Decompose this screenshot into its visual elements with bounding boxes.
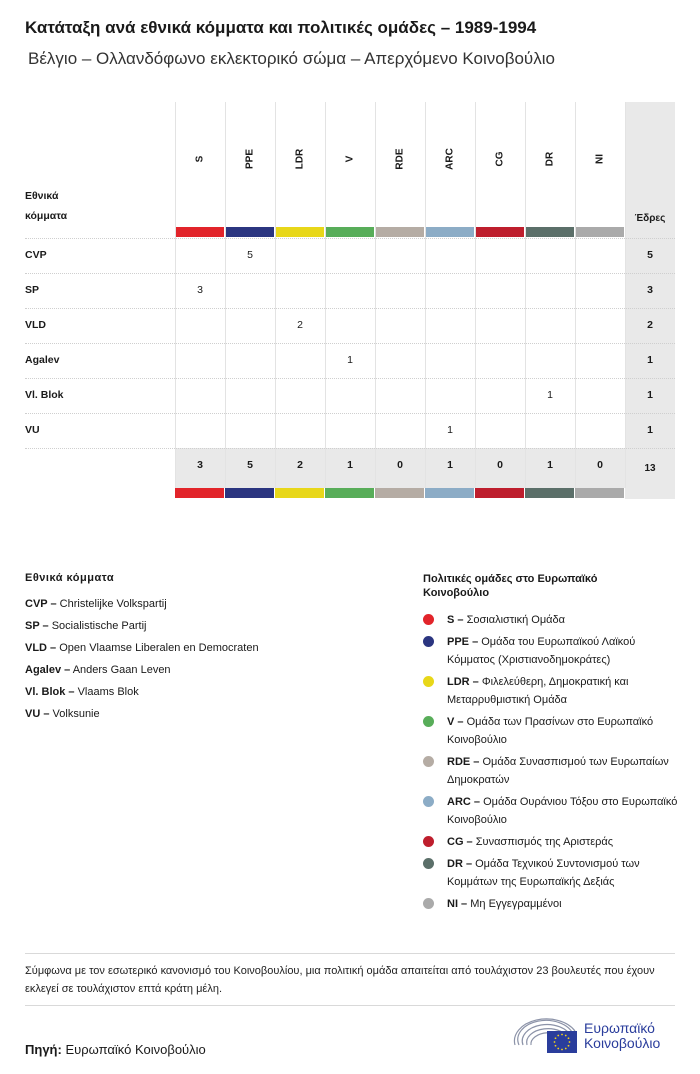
column-header-arc: ARC — [444, 148, 456, 170]
column-header-ldr: LDR — [294, 148, 306, 170]
total-seats-cell: 13 — [644, 463, 656, 474]
column-divider — [375, 102, 376, 488]
footnote: Σύμφωνα με τον εσωτερικό κανονισμό του Κοινοβουλίου, μια πολιτική ομάδα απαιτείται από τουλάχιστον 23 βουλευτές που έχουν εκλεγεί σε τουλάχιστον επτά κράτη μέλη. — [25, 965, 655, 995]
column-header-cg: CG — [494, 151, 506, 167]
color-bar-bottom-cg — [475, 488, 524, 498]
color-bar-top-rde — [375, 227, 424, 237]
table-cell: 5 — [247, 249, 253, 261]
table-cell: 1 — [547, 389, 553, 401]
row-label: Vl. Blok — [25, 389, 64, 401]
legend-dot-icon — [423, 676, 434, 687]
row-divider — [25, 273, 675, 274]
color-bar-bottom-ni — [575, 488, 624, 498]
color-bar-bottom-arc — [425, 488, 474, 498]
color-bar-top-s — [175, 227, 224, 237]
total-cell: 5 — [247, 459, 253, 471]
total-cell: 1 — [347, 459, 353, 471]
color-bar-bottom-ppe — [225, 488, 274, 498]
color-bar-top-ni — [575, 227, 624, 237]
row-label: VU — [25, 424, 40, 436]
legend-dot-icon — [423, 636, 434, 647]
row-divider — [25, 413, 675, 414]
seats-column-header: Έδρες — [634, 213, 666, 224]
legend-dot-icon — [423, 716, 434, 727]
column-divider — [575, 102, 576, 488]
party-column-header: Εθνικά κόμματα — [25, 190, 68, 222]
party-legend-item: Agalev – Anders Gaan Leven — [25, 664, 171, 676]
legend-dot-icon — [423, 614, 434, 625]
note-top-divider — [25, 953, 675, 954]
color-bar-top-ppe — [225, 227, 274, 237]
party-legend-item: VLD – Open Vlaamse Liberalen en Democraten — [25, 642, 259, 654]
color-bar-top-cg — [475, 227, 524, 237]
page-title: Κατάταξη ανά εθνικά κόμματα και πολιτικές ομάδες – 1989-1994 — [25, 18, 537, 37]
seats-column-background — [625, 102, 675, 499]
column-header-ppe: PPE — [244, 148, 256, 170]
row-divider — [25, 448, 675, 449]
legend-dot-icon — [423, 836, 434, 847]
party-legend-item: Vl. Blok – Vlaams Blok — [25, 686, 139, 698]
total-cell: 1 — [547, 459, 553, 471]
color-bar-bottom-s — [175, 488, 224, 498]
column-divider — [525, 102, 526, 488]
row-label: SP — [25, 284, 40, 296]
color-bar-top-arc — [425, 227, 474, 237]
row-divider — [25, 238, 675, 239]
party-legend-item: VU – Volksunie — [25, 708, 100, 720]
legend-dot-icon — [423, 858, 434, 869]
total-cell: 1 — [447, 459, 453, 471]
row-divider — [25, 308, 675, 309]
column-divider — [275, 102, 276, 488]
column-divider — [475, 102, 476, 488]
table-cell: 3 — [197, 284, 203, 296]
color-bar-top-v — [325, 227, 374, 237]
seats-cell: 3 — [647, 284, 653, 296]
color-bar-top-ldr — [275, 227, 324, 237]
column-divider — [325, 102, 326, 488]
column-divider — [225, 102, 226, 488]
row-label: Agalev — [25, 354, 60, 366]
column-header-dr: DR — [544, 151, 556, 167]
color-bar-bottom-ldr — [275, 488, 324, 498]
row-label: VLD — [25, 319, 46, 331]
color-bar-bottom-rde — [375, 488, 424, 498]
source-value: Ευρωπαϊκό Κοινοβούλιο — [65, 1042, 206, 1057]
table-cell: 1 — [347, 354, 353, 366]
source-label: Πηγή: — [25, 1042, 62, 1057]
seats-cell: 1 — [647, 424, 653, 436]
legend-dot-icon — [423, 756, 434, 767]
column-header-v: V — [344, 155, 356, 163]
row-label: CVP — [25, 249, 47, 261]
column-header-ni: NI — [594, 154, 606, 164]
logo-wordmark: Ευρωπαϊκό Κοινοβούλιο — [584, 1020, 661, 1051]
party-legend-item: CVP – Christelijke Volkspartij — [25, 598, 167, 610]
seats-cell: 1 — [647, 354, 653, 366]
seats-table — [25, 102, 675, 499]
seats-cell: 1 — [647, 389, 653, 401]
legend-dot-icon — [423, 898, 434, 909]
table-cell: 1 — [447, 424, 453, 436]
parties-legend-title: Εθνικά κόμματα — [25, 572, 115, 584]
note-bottom-divider — [25, 1005, 675, 1006]
color-bar-top-dr — [525, 227, 574, 237]
table-cell: 2 — [297, 319, 303, 331]
column-header-s: S — [194, 155, 206, 163]
seats-cell: 2 — [647, 319, 653, 331]
seats-cell: 5 — [647, 249, 653, 261]
column-header-rde: RDE — [394, 148, 406, 170]
page-subtitle: Βέλγιο – Ολλανδόφωνο εκλεκτορικό σώμα – Απερχόμενο Κοινοβούλιο — [28, 49, 555, 68]
row-divider — [25, 343, 675, 344]
total-cell: 0 — [497, 459, 503, 471]
total-cell: 3 — [197, 459, 203, 471]
legend-dot-icon — [423, 796, 434, 807]
source-line — [25, 1042, 206, 1057]
total-cell: 0 — [397, 459, 403, 471]
color-bar-bottom-v — [325, 488, 374, 498]
total-cell: 0 — [597, 459, 603, 471]
party-legend-item: SP – Socialistische Partij — [25, 620, 147, 632]
total-cell: 2 — [297, 459, 303, 471]
row-divider — [25, 378, 675, 379]
groups-legend-title: Πολιτικές ομάδες στο Ευρωπαϊκό Κοινοβούλιο — [423, 573, 598, 599]
color-bar-bottom-dr — [525, 488, 574, 498]
